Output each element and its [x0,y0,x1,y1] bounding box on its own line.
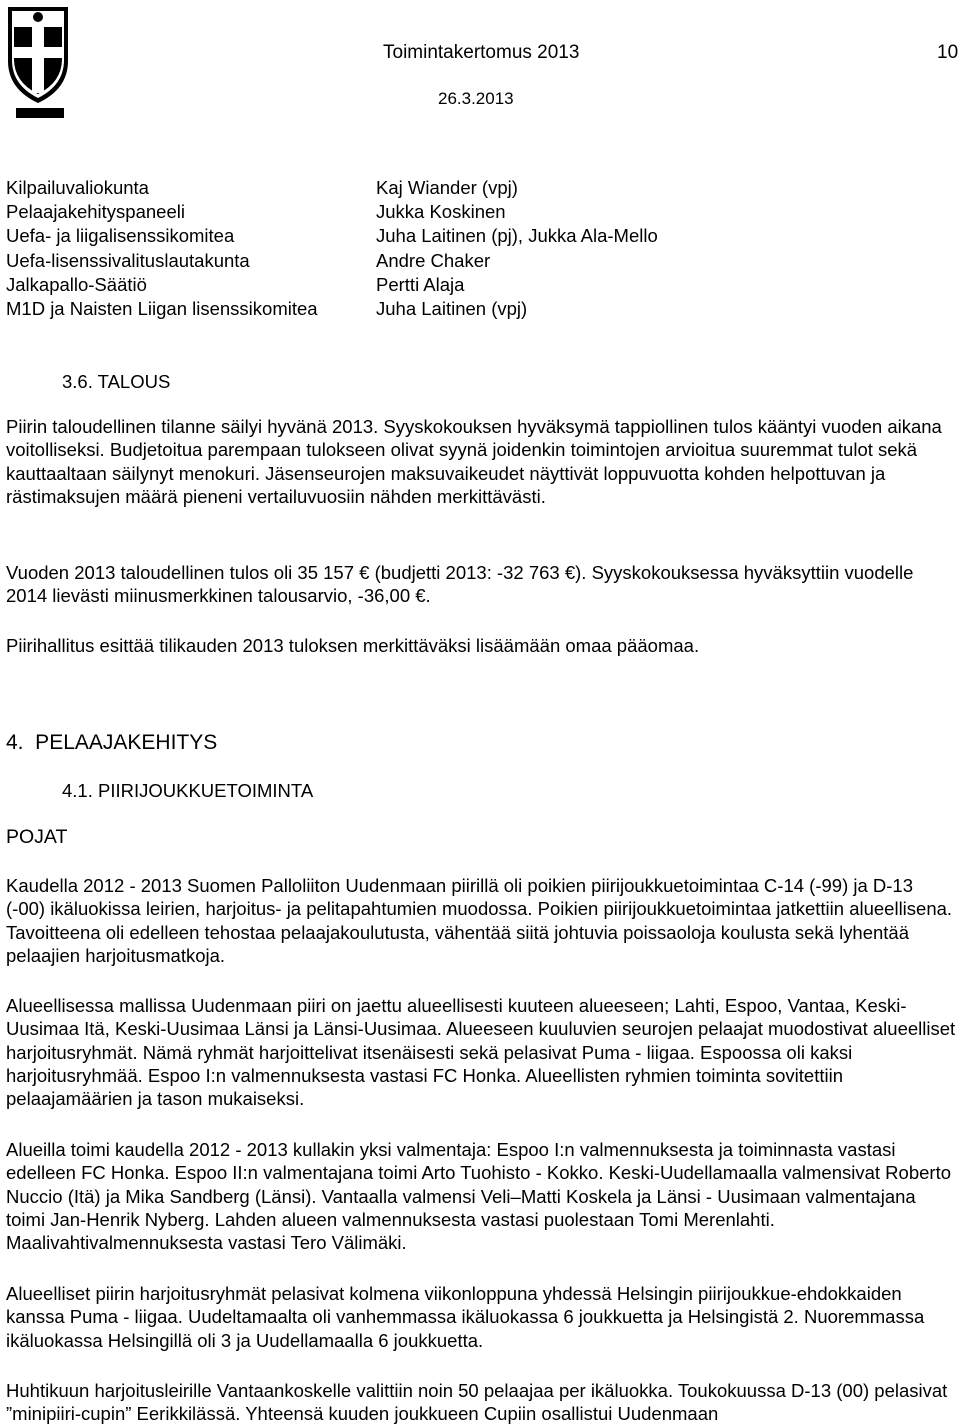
pelaajakehitys-paragraph-2 [6,994,956,1110]
paragraph-text: Kaudella 2012 - 2013 Suomen Palloliiton Uudenmaan piirillä oli poikien piirijoukkuetoimintaa C-14 (-99) ja D-13 (-00) ikäluokissa leirien, harjoitus- ja pelitapahtumien muodossa. Poikien piirijoukkuetoimintaa jatkettiin alueellisena. Tavoitteena oli edelleen tehostaa pelaajakoulutusta, vähentää siitä johtuvia poissaoloja koulusta sekä lyhentää pelaajien harjoitusmatkoja. [6,875,953,966]
committee-member: Juha Laitinen (vpj) [376,297,528,319]
talous-paragraph-3 [6,634,956,657]
committee-row [6,224,946,248]
committee-member: Pertti Alaja [376,273,465,295]
sp-uusimaa-logo-icon [4,3,76,123]
paragraph-text: Alueellisessa mallissa Uudenmaan piiri on jaettu alueellisesti kuuteen alueeseen; Lahti, Espoo, Vantaa, Keski-Uusimaa Itä, Keski-Uusimaa Länsi ja Länsi-Uusimaa. Alueeseen kuuluvien seurojen pelaajat muodostivat alueelliset harjoitusryhmät. Nämä ryhmät harjoittelivat itsenäisesti sekä pelasivat Puma - liigaa. Espoossa oli kaksi harjoitusryhmää. Espoo I:n valmennuksesta vastasi FC Honka. Alueellisten ryhmien toiminta sovitettiin pelaajamäärien ja tason mukaiseksi. [6,995,956,1110]
report-date: 26.3.2013 [438,89,514,108]
paragraph-text: Vuoden 2013 taloudellinen tulos oli 35 157 € (budjetti 2013: -32 763 €). Syyskokouksessa hyväksyttiin vuodelle 2014 lievästi miinusmerkkinen talousarvio, -36,00 €. [6,562,914,607]
committee-row [6,176,946,200]
committee-role: Uefa-lisenssivalituslautakunta [6,249,250,271]
pelaajakehitys-paragraph-1 [6,874,956,967]
committee-role: Kilpailuvaliokunta [6,177,149,198]
group-heading-pojat: POJAT [6,826,68,848]
page-number: 10 [937,42,959,63]
paragraph-text: Piirihallitus esittää tilikauden 2013 tuloksen merkittäväksi lisäämään omaa pääomaa. [6,635,700,656]
paragraph-text: Piirin taloudellinen tilanne säilyi hyvänä 2013. Syyskokouksen hyväksymä tappiollinen tulos kääntyi vuoden aikana voitolliseksi. Budjetoitua parempaan tulokseen olivat syynä joidenkin toimintojen arvioitua suuremmat tulot sekä kauttaaltaan säilynyt menokuri. Jäsenseurojen maksuvaikeudet näyttivät loppuvuotta kohden helpottuvan ja rästimaksujen määrä pieneni vertailuvuosiin nähden merkittävästi. [6,416,942,507]
committee-role: Uefa- ja liigalisenssikomitea [6,225,235,247]
sp-uusimaa-logo [4,3,76,123]
committee-role: M1D ja Naisten Liigan lisenssikomitea [6,297,318,319]
pelaajakehitys-paragraph-3 [6,1138,956,1254]
paragraph-text: Alueelliset piirin harjoitusryhmät pelasivat kolmena viikonloppuna yhdessä Helsingin piirijoukkue-ehdokkaiden kanssa Puma - liigaa. Uudeltamaalta oli vanhemmassa ikäluokassa 6 joukkuetta ja Helsingistä 2. Nuoremmassa ikäluokassa Helsingillä oli 3 ja Uudellamaalla 6 joukkuetta. [6,1283,925,1351]
committee-member: Jukka Koskinen [376,201,506,223]
committee-row [6,273,946,297]
committee-row [6,249,946,273]
section-heading-pelaajakehitys: 4. PELAAJAKEHITYS [6,731,218,754]
talous-paragraph-2 [6,561,956,608]
committee-list [6,176,946,321]
committee-member: Andre Chaker [376,249,491,271]
committee-member: Kaj Wiander (vpj) [376,177,518,198]
committee-row [6,200,946,224]
committee-role: Jalkapallo-Säätiö [6,273,147,295]
pelaajakehitys-paragraph-4 [6,1282,956,1352]
section-heading-talous: 3.6. TALOUS [62,371,171,392]
committee-member: Juha Laitinen (pj), Jukka Ala-Mello [376,225,658,247]
committee-role: Pelaajakehityspaneeli [6,201,185,223]
pelaajakehitys-paragraph-5 [6,1379,956,1426]
talous-paragraph-1 [6,415,956,508]
paragraph-text: Alueilla toimi kaudella 2012 - 2013 kullakin yksi valmentaja: Espoo I:n valmennuksesta ja toiminnasta vastasi edelleen FC Honka. Espoo II:n valmentajana toimi Arto Tuohisto - Kokko. Keski-Uudellamaalla valmensivat Roberto Nuccio (Itä) ja Mika Sandberg (Länsi). Vantaalla valmensi Veli–Matti Koskela ja Länsi - Uusimaan valmentajana toimi Jan-Henrik Nyberg. Lahden alueen valmennuksesta vastasi puolestaan Tomi Merenlahti. Maalivahtivalmennuksesta vastasi Tero Välimäki. [6,1139,951,1254]
report-title: Toimintakertomus 2013 [383,42,580,63]
committee-row [6,297,946,321]
subsection-heading-piirijoukkuetoiminta: 4.1. PIIRIJOUKKUETOIMINTA [62,780,314,801]
paragraph-text: Huhtikuun harjoitusleirille Vantaankoskelle valittiin noin 50 pelaajaa per ikäluokka. Toukokuussa D-13 (00) pelasivat ”minipiiri-cupin” Eerikkilässä. Yhteensä kuuden joukkueen Cupiin osallistui Uudenmaan [6,1380,948,1425]
